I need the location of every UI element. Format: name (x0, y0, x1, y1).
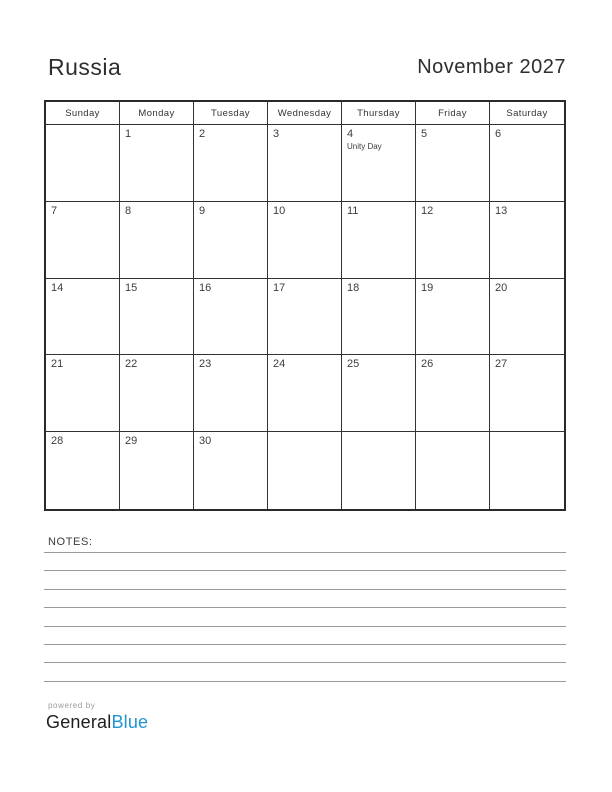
day-cell (194, 279, 268, 356)
day-number: 30 (199, 435, 212, 448)
brand-blue-text: Blue (111, 712, 149, 732)
day-cell (120, 202, 194, 279)
day-cell (416, 279, 490, 356)
day-number: 3 (273, 128, 280, 140)
calendar-grid (44, 100, 566, 511)
day-number: 8 (125, 204, 132, 217)
note-line (44, 590, 566, 608)
note-line (44, 645, 566, 663)
day-number: 25 (347, 358, 360, 371)
day-cell (194, 355, 268, 432)
day-cell (120, 125, 194, 202)
day-number: 15 (125, 281, 138, 294)
day-cell (268, 355, 342, 432)
footer (46, 701, 148, 733)
day-number: 20 (495, 281, 508, 294)
brand-general-text: General (46, 712, 112, 732)
empty-day-cell (342, 432, 416, 509)
note-line (44, 608, 566, 626)
day-number: 21 (51, 358, 64, 371)
day-cell (490, 355, 564, 432)
day-cell (342, 202, 416, 279)
empty-day-cell (490, 432, 564, 509)
day-number: 4 (347, 128, 354, 140)
day-number: 26 (421, 358, 434, 371)
day-cell (194, 125, 268, 202)
empty-day-cell (416, 432, 490, 509)
weekday-header: Thursday (342, 102, 416, 125)
day-number: 24 (273, 358, 286, 371)
day-number: 16 (199, 281, 212, 294)
day-cell (194, 432, 268, 509)
day-cell (342, 125, 416, 202)
weekday-header: Monday (120, 102, 194, 125)
day-number: 11 (347, 204, 359, 217)
weekday-header: Sunday (46, 102, 120, 125)
note-line (44, 627, 566, 645)
notes-lines (44, 535, 566, 682)
day-cell (490, 279, 564, 356)
day-number: 13 (495, 204, 508, 217)
day-number: 1 (125, 128, 132, 140)
day-cell (416, 125, 490, 202)
day-cell (342, 279, 416, 356)
note-line (44, 535, 566, 553)
note-line (44, 571, 566, 589)
day-cell (120, 432, 194, 509)
day-cell (46, 432, 120, 509)
page-title: Russia (48, 54, 122, 80)
day-number: 29 (125, 435, 138, 448)
notes-label: NOTES: (48, 536, 93, 548)
day-number: 28 (51, 435, 64, 448)
day-number: 5 (421, 128, 428, 140)
weekday-header: Wednesday (268, 102, 342, 125)
day-number: 14 (51, 281, 64, 294)
empty-day-cell (268, 432, 342, 509)
day-number: 2 (199, 128, 206, 140)
day-cell (490, 125, 564, 202)
day-cell (416, 202, 490, 279)
day-number: 27 (495, 358, 508, 371)
day-cell (416, 355, 490, 432)
day-number: 12 (421, 204, 434, 217)
holiday-label: Unity Day (347, 141, 382, 151)
day-cell (194, 202, 268, 279)
day-cell (490, 202, 564, 279)
powered-by-text: powered by (48, 701, 96, 710)
day-number: 9 (199, 204, 206, 217)
day-cell (268, 202, 342, 279)
general-blue-logo (46, 712, 148, 733)
day-cell (120, 355, 194, 432)
weekday-header: Friday (416, 102, 490, 125)
day-cell (268, 279, 342, 356)
day-cell (268, 125, 342, 202)
day-cell (342, 355, 416, 432)
day-number: 18 (347, 281, 360, 294)
note-line (44, 663, 566, 681)
empty-day-cell (46, 125, 120, 202)
note-line (44, 553, 566, 571)
day-number: 22 (125, 358, 138, 371)
weekday-header: Saturday (490, 102, 564, 125)
weekday-header: Tuesday (194, 102, 268, 125)
day-cell (46, 279, 120, 356)
day-cell (120, 279, 194, 356)
month-year-title: November 2027 (417, 56, 566, 78)
day-number: 7 (51, 204, 58, 217)
day-number: 6 (495, 128, 502, 140)
day-number: 19 (421, 281, 434, 294)
day-number: 23 (199, 358, 212, 371)
day-number: 10 (273, 204, 286, 217)
day-cell (46, 202, 120, 279)
day-number: 17 (273, 281, 286, 294)
day-cell (46, 355, 120, 432)
